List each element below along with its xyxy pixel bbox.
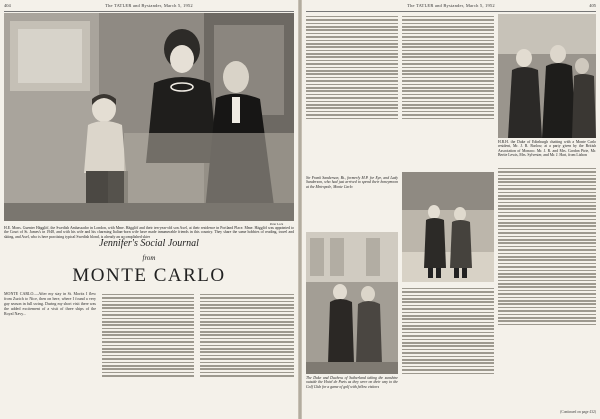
sutherland-photo-caption: The Duke and Duchess of Sutherland taking the sunshine outside the Hotel de Paris as they were on their way to the Golf Club for a game of golf with fellow visitors xyxy=(306,376,398,389)
sanderson-couple-photo xyxy=(402,172,494,282)
right-text-column-2 xyxy=(402,14,494,169)
page-number-right: 405 xyxy=(589,3,596,8)
ambassador-family-photo xyxy=(4,13,294,221)
page-number: 404 xyxy=(4,3,11,8)
family-photo-image xyxy=(4,13,294,221)
journal-location-heading: MONTE CARLO xyxy=(72,265,226,286)
header-rule-right xyxy=(306,11,596,12)
running-title-right: The TATLER and Bystander, March 5, 1952 xyxy=(407,3,495,8)
sutherland-couple-photo xyxy=(306,232,398,374)
photo-credit: Peter Lock xyxy=(270,222,284,226)
right-text-column-2-lower xyxy=(402,286,494,416)
right-text-column-3 xyxy=(498,166,596,406)
journal-from: from xyxy=(142,254,156,262)
running-title: The TATLER and Bystander, March 5, 1952 xyxy=(105,3,193,8)
continued-note: (Continued on page 432) xyxy=(560,410,596,414)
lead-paragraph: MONTE CARLO.—After my stay in St. Moritz I flew from Zurich to Nice, then on here, where I found a very gay season in full swing. During my short visit there was the added excitement of a visit of three ships of the Royal Navy... xyxy=(4,292,96,316)
page-header xyxy=(4,3,294,11)
text-column-2 xyxy=(102,292,194,417)
right-text-column-1 xyxy=(306,14,398,169)
duke-photo-caption: H.R.H. the Duke of Edinburgh chatting with a Monte Carlo resident, Mr. J. R. Barlow, at a party given by the British Association of Monaco. Mr. J. R. and Mrs. Gordon Pirie, Mr. Bertie Lewis, Mrs. Sylvester, and Mr. J. Hart, from Lisbon xyxy=(498,140,596,158)
header-rule xyxy=(4,11,294,12)
duke-of-edinburgh-photo xyxy=(498,14,596,138)
page-header-right xyxy=(306,3,596,11)
sanderson-photo-caption: Sir Frank Sanderson, Bt., formerly M.P. for Eye, and Lady Sanderson, who had just arrived to spend their honeymoon at the Metropole, Monte Carlo xyxy=(306,176,398,189)
left-page xyxy=(0,0,298,419)
right-page xyxy=(302,0,600,419)
journal-title: Jennifer's Social Journal xyxy=(99,238,199,249)
text-column-3 xyxy=(200,292,294,417)
text-column-1 xyxy=(4,292,96,417)
photo-caption: H.E. Mons. Guenter Hägglöf, the Swedish Ambassador in London, with Mme. Hägglöf and their ten-year-old son Axel, at their residence in Portland Place. Mme. Hägglöf was appointed to the Court of St. James's in 1948, and with his wife and his charming Italian-born wife have made innumerable friends in this country. They share the same hobbies of reading, travel and skiing, and Axel, who is here practising typical Swedish blond, is already an accomplished skier xyxy=(4,226,294,239)
